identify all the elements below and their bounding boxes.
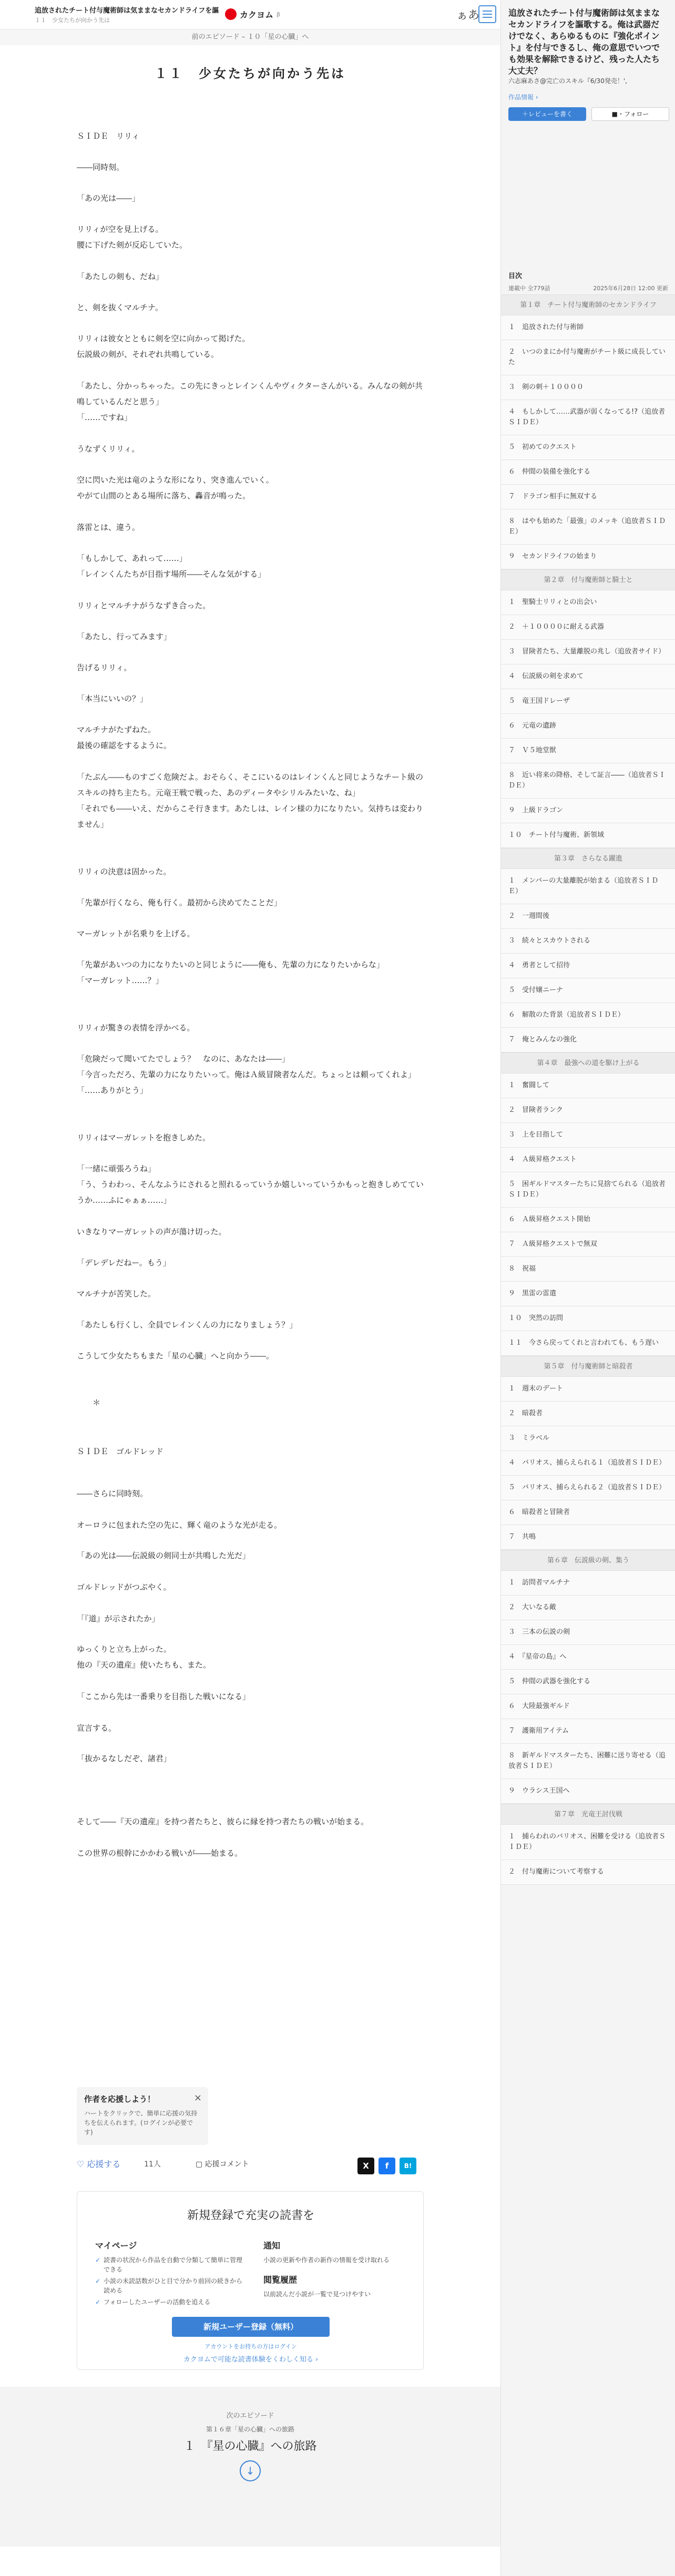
follow-button[interactable]: ■・フォロー (591, 107, 669, 121)
share-hatena-icon[interactable]: B! (400, 2158, 416, 2174)
toc-episode-link[interactable]: ２ 一週間後 (501, 904, 675, 929)
sidebar-work-title[interactable]: 追放されたチート付与魔術師は気ままなセカンドライフを謳歌する。俺は武器だけでなく、あらゆるものに『強化ポイント』を付与できるし、俺の意思でいつでも効果を解除できるけど、残った人たち大丈夫？ (508, 8, 660, 76)
toc-chapter-heading: 第５章 付与魔術師と暗殺者 (501, 1356, 675, 1377)
toc-episode-link[interactable]: ４ バリオス、捕らえられる１（追放者ＳＩＤＥ） (501, 1451, 675, 1476)
toc-episode-link[interactable]: ６ Ａ級昇格クエスト開始 (501, 1208, 675, 1232)
register-panel (77, 2191, 424, 2370)
body-paragraph: ――同時刻。 (77, 162, 125, 172)
body-paragraph: リリィの決意は固かった。 (77, 867, 171, 876)
toc-chapter-heading: 第７章 光竜王討伐戦 (501, 1804, 675, 1825)
mypage-item: ✓ 読書の状況から作品を自動で分類して簡単に管理できる (95, 2256, 243, 2273)
toc-heading: 目次 (508, 272, 523, 280)
check-icon: ✓ (95, 2256, 101, 2264)
body-paragraph: 「先輩が行くなら、俺も行く。最初から決めてたことだ」 (77, 898, 282, 907)
body-paragraph: 「デレデレだねー。もう」 (77, 1258, 171, 1267)
notify-desc: 小説の更新や作者の新作の情報を受け取れる (263, 2256, 390, 2264)
toc-episode-link[interactable]: ７ 護衛用アイテム (501, 1719, 675, 1744)
body-paragraph: 告げるリリィ。 (77, 663, 132, 672)
toc-episode-link[interactable]: ２ 大いなる敵 (501, 1596, 675, 1620)
menu-line-icon (483, 17, 492, 18)
toc-updated: 2025年6月28日 12:00 更新 (593, 285, 668, 292)
toc-episode-link[interactable]: ５ 仲間の武器を強化する (501, 1670, 675, 1694)
notify-column (263, 2239, 416, 2307)
toc-episode-link[interactable]: １０ 突然の訪問 (501, 1306, 675, 1331)
toc-episode-link[interactable]: ４ もしかして……武器が弱くなってる!?（追放者ＳＩＤＥ） (501, 400, 675, 435)
toc-episode-link[interactable]: ３ 続々とスカウトされる (501, 929, 675, 954)
body-paragraph: 「あたし、分かっちゃった。この先にきっとレインくんやヴィクターさんがいる。みんなの剣が共鳴しているんだと思う」 「……ですね」 (77, 381, 423, 422)
body-paragraph: リリィは彼女とともに剣を空に向かって掲げた。 伝説級の剣が、それぞれ共鳴している。 (77, 334, 250, 359)
toc-episode-link[interactable]: １１ 今さら戻ってくれと言われても、もう遅い (501, 1331, 675, 1356)
toc-chapter-heading: 第６章 伝説級の剣、集う (501, 1550, 675, 1571)
toc-episode-link[interactable]: ３ ミラベル (501, 1426, 675, 1451)
mypage-item: ✓ 小説の未読話数がひと目で分かり前回の続きから読める (95, 2277, 243, 2294)
toc-episode-link[interactable]: ８ はやも始めた「最強」のメッキ（追放者ＳＩＤＥ） (501, 509, 675, 545)
arrow-down-icon[interactable]: ↓ (240, 2460, 261, 2481)
toc-episode-link[interactable]: ２ いつのまにか付与魔術がチート級に成長していた (501, 340, 675, 375)
toc-episode-link[interactable]: ６ 元竜の遺跡 (501, 714, 675, 739)
toc-episode-link[interactable]: ７ ドラゴン相手に無双する (501, 485, 675, 509)
body-paragraph: ＳＩＤＥ リリィ (77, 131, 140, 141)
body-paragraph: 「『道』が示されたか」 (77, 1614, 160, 1623)
toc-episode-link[interactable]: ４ Ａ級昇格クエスト (501, 1148, 675, 1172)
toc-episode-link[interactable]: ７ 俺とみんなの強化 (501, 1028, 675, 1052)
body-paragraph: 空に閃いた光は竜のような形になり、突き進んでいく。 やがて山間のとある場所に落ち、轟音が鳴った。 (77, 475, 274, 500)
cheer-count[interactable]: 11人 (144, 2160, 161, 2169)
body-paragraph: リリィとマルチナがうなずき合った。 (77, 601, 211, 610)
toc-episode-link[interactable]: １ 奮闘して (501, 1074, 675, 1098)
toc-episode-link[interactable]: １０ チート付与魔術、新領域 (501, 823, 675, 848)
toc-episode-link[interactable]: ９ 上級ドラゴン (501, 799, 675, 823)
register-button[interactable]: 新規ユーザー登録（無料） (172, 2317, 330, 2337)
body-paragraph: ゆっくりと立ち上がった。 他の『天の遺産』使いたちも、また。 (77, 1644, 211, 1670)
body-paragraph: 「先輩があいつの力になりたいのと同じように――俺も、先輩の力になりたいからな」 「マーガレット……？」 (77, 960, 385, 985)
sidebar (500, 0, 675, 2576)
toc-episode-link[interactable]: ８ 近い将来の降格、そして証言――（追放者ＳＩＤＥ） (501, 763, 675, 799)
learn-more-link[interactable]: カクヨムで可能な読書体験をくわしく知る › (183, 2356, 319, 2364)
close-icon[interactable]: × (193, 2092, 202, 2103)
previous-episode-link[interactable]: 前のエピソード – １０「星の心臓」へ (0, 29, 500, 45)
mypage-column (95, 2239, 248, 2309)
toc-episode-link[interactable]: ７ Ａ級昇格クエストで無双 (501, 1232, 675, 1257)
toc-info (508, 284, 668, 292)
toc-episode-link[interactable]: ３ 三本の伝説の剣 (501, 1620, 675, 1645)
body-paragraph: 「もしかして、あれって……」 「レインくんたちが目指す場所――そんな気がする」 (77, 554, 266, 579)
body-paragraph: マーガレットが名乗りを上げる。 (77, 929, 195, 938)
body-paragraph: 「あたしも行くし、全員でレインくんの力になりましょう？」 (77, 1320, 298, 1330)
toc-episode-link[interactable]: １ 捕らわれのバリオス、困難を受ける（追放者ＳＩＤＥ） (501, 1825, 675, 1860)
body-paragraph: リリィが驚きの表情を浮かべる。 (77, 1023, 195, 1033)
toc-episode-link[interactable]: ２ 付与魔術について考察する (501, 1860, 675, 1885)
toc-episode-link[interactable]: ５ 困ギルドマスターたちに見捨てられる（追放者ＳＩＤＥ） (501, 1172, 675, 1208)
comment-button[interactable]: ▢ 応援コメント (196, 2160, 249, 2169)
check-icon: ✓ (95, 2298, 101, 2306)
toc-episode-link[interactable]: ３ 冒険者たち、大量離脱の兆し（追放者サイド） (501, 640, 675, 665)
body-paragraph: 落雷とは、違う。 (77, 523, 140, 532)
body-paragraph: 「ここから先は一番乗りを目指した戦いになる」 (77, 1692, 251, 1701)
top-bar (0, 0, 500, 29)
body-paragraph: ゴルドレッドがつぶやく。 (77, 1582, 171, 1592)
body-paragraph: うなずくリリィ。 (77, 444, 140, 454)
toc-episode-link[interactable]: ７ Ｖ５地堂獣 (501, 739, 675, 763)
toc-episode-link[interactable]: ６ 解散のた背景（追放者ＳＩＤＥ） (501, 1003, 675, 1028)
toc-episode-link[interactable]: １ 聖騎士リリィとの出会い (501, 590, 675, 615)
support-popup-desc: ハートをクリックで、簡単に応援の気持ちを伝えられます。(ログインが必要です) (84, 2110, 198, 2136)
share-x-icon[interactable]: X (357, 2158, 374, 2174)
toc-episode-link[interactable]: ９ セカンドライフの始まり (501, 545, 675, 569)
logo-circle-icon (225, 8, 237, 20)
toc-menu-button[interactable] (478, 5, 496, 23)
logo-text: カクヨム (240, 9, 274, 20)
font-size-button[interactable]: ぁあ (456, 9, 480, 22)
body-paragraph: ――さらに同時刻。 (77, 1489, 148, 1498)
toc-chapter-heading: 第４章 最強への道を駆け上がる (501, 1052, 675, 1074)
cheer-button[interactable]: ♡ 応援する (77, 2159, 121, 2169)
history-heading: 閲覧履歴 (263, 2275, 298, 2285)
toc-episode-link[interactable]: ５ 受付嬢ニーナ (501, 978, 675, 1003)
body-paragraph: 「一緒に頑張ろうね」 「う、うわわっ、そんなふうにされると照れるっていうか嬉しいっていうかもっと抱きしめてていうか……ふにゃぁぁ……」 (77, 1164, 424, 1205)
toc-episode-link[interactable]: ６ 暗殺者と冒険者 (501, 1500, 675, 1525)
body-paragraph: ＳＩＤＥ ゴルドレッド (77, 1447, 163, 1456)
toc-episode-link[interactable]: ７ 共鳴 (501, 1525, 675, 1550)
toc-episode-link[interactable]: ３ 上を目指して (501, 1123, 675, 1148)
toc-episode-link[interactable]: ８ 祝福 (501, 1257, 675, 1282)
toc-episode-link[interactable]: １ 追放された付与術師 (501, 315, 675, 340)
toc-episode-link[interactable]: ８ 新ギルドマスターたち、困難に送り寄せる（追放者ＳＩＤＥ） (501, 1744, 675, 1779)
next-episode-panel[interactable] (0, 2387, 500, 2547)
sidebar-author[interactable]: 六志麻あさ@完亡のスキル『6/30発売！', (508, 77, 627, 85)
work-info-link[interactable]: 作品情報 › (508, 94, 538, 101)
toc-episode-link[interactable]: ４ 勇者として招待 (501, 954, 675, 978)
login-link[interactable]: アカウントをお持ちの方はログイン (204, 2343, 297, 2350)
support-popup-title: 作者を応援しよう！ (84, 2094, 156, 2104)
body-paragraph: 「たぶん――ものすごく危険だよ。おそらく、そこにいるのはレインくんと同じようなチート級のスキルの持ち主たち。元竜王戦で戦った、あのディータやシリルみたいな、ね」 「それでも――いえ、だからこそ行きます。あたしは、レイン様の力になりたい。気持ちは変わりません」 (77, 772, 423, 829)
toc-count: 連載中 全779話 (508, 285, 550, 292)
toc-episode-link[interactable]: ９ ウラシス王国へ (501, 1779, 675, 1804)
work-title-link[interactable]: 追放されたチート付与魔術師は気ままなセカンドライフを謳 (35, 7, 219, 15)
toc-episode-link[interactable]: ５ 初めてのクエスト (501, 435, 675, 460)
share-facebook-icon[interactable]: f (379, 2158, 395, 2174)
body-paragraph: マルチナがたずねた。 最後の確認をするように。 (77, 725, 172, 750)
support-row (77, 2158, 424, 2173)
toc-episode-link[interactable]: ６ 仲間の装備を強化する (501, 460, 675, 485)
kakuyomu-logo[interactable] (225, 7, 280, 21)
body-paragraph: 「あたしの剣も、だね」 (77, 272, 164, 281)
body-paragraph: 「あの光は――」 (77, 193, 140, 203)
toc-episode-link[interactable]: ２ 冒険者ランク (501, 1098, 675, 1123)
toc-episode-link[interactable]: ５ バリオス、捕らえられる２（追放者ＳＩＤＥ） (501, 1476, 675, 1500)
episode-title: １１ 少女たちが向かう先は (155, 66, 346, 81)
menu-line-icon (483, 14, 492, 15)
review-button[interactable]: ＋レビューを書く (508, 107, 586, 121)
toc-episode-link[interactable]: ４ 伝説級の剣を求めて (501, 665, 675, 689)
body-paragraph: と、剣を抜くマルチナ。 (77, 303, 163, 312)
toc-episode-link[interactable]: １ 週末のデート (501, 1377, 675, 1402)
mypage-item: ✓ フォローしたユーザーの活動を追える (95, 2298, 211, 2306)
body-paragraph: こうして少女たちもまた「星の心臓」へと向かう――。 (77, 1351, 274, 1361)
body-paragraph: いきなりマーガレットの声が蕩け切った。 (77, 1227, 227, 1236)
check-icon: ✓ (95, 2277, 101, 2285)
notify-heading: 通知 (263, 2241, 281, 2251)
logo-beta-mark: β (277, 11, 281, 18)
toc-episode-link[interactable]: ２ ＋１００００に耐える武器 (501, 615, 675, 640)
toc-episode-link[interactable]: １ メンバーの大量離脱が始まる（追放者ＳＩＤＥ） (501, 869, 675, 904)
toc-chapter-heading: 第１章 チート付与魔術師のセカンドライフ (501, 294, 675, 315)
body-paragraph: 「あの光は――伝説級の剣同士が共鳴した光だ」 (77, 1551, 251, 1560)
menu-line-icon (483, 11, 492, 12)
toc-episode-link[interactable]: ５ 竜王国ドレーザ (501, 689, 675, 714)
toc-episode-link[interactable]: １ 訪問者マルチナ (501, 1571, 675, 1596)
support-popup (77, 2087, 208, 2145)
toc-episode-link[interactable]: ３ 剣の刺＋１００００ (501, 375, 675, 400)
body-paragraph: オーロラに包まれた空の先に、輝く竜のような光が走る。 (77, 1520, 282, 1530)
body-paragraph: リリィが空を見上げる。 腰に下げた剣が反応していた。 (77, 224, 188, 250)
next-episode-title[interactable]: １ 『星の心臓』への旅路 (183, 2440, 317, 2453)
body-paragraph: この世界の根幹にかかわる戦いが――始まる。 (77, 1848, 243, 1858)
register-title: 新規登録で充実の読書を (187, 2209, 314, 2222)
next-episode-label: 次のエピソード (226, 2412, 274, 2420)
body-paragraph: 「本当にいいの？」 (77, 694, 148, 703)
body-paragraph: 「あたし、行ってみます」 (77, 632, 172, 641)
body-paragraph: リリィはマーガレットを抱きしめた。 (77, 1133, 210, 1142)
toc-list (501, 294, 675, 1885)
toc-episode-link[interactable]: ９ 黒雷の雷遣 (501, 1282, 675, 1306)
toc-episode-link[interactable]: ６ 大陸最強ギルド (501, 1694, 675, 1719)
history-desc: 以前読んだ小説が一覧で見つけやすい (263, 2291, 371, 2298)
toc-chapter-heading: 第２章 付与魔術師と騎士と (501, 569, 675, 590)
next-episode-chapter: 第１６章「星の心臓」への旅路 (206, 2426, 294, 2433)
body-paragraph: そして――『天の遺産』を持つ者たちと、彼らに縁を持つ者たちの戦いが始まる。 (77, 1817, 369, 1826)
toc-episode-link[interactable]: ２ 暗殺者 (501, 1402, 675, 1426)
body-paragraph: マルチナが苦笑した。 (77, 1289, 156, 1299)
mypage-heading: マイページ (95, 2241, 137, 2251)
episode-subtitle: １１ 少女たちが向かう先は (35, 17, 110, 24)
body-paragraph: 「危険だって聞いてたでしょう？ なのに、あなたは――」 「今言っただろ、先輩の力になりたいって。俺はＡ級冒険者なんだ。ちょっとは頼ってくれよ」 「……ありがとう」 (77, 1054, 416, 1095)
body-paragraph: 「抜かるなしだぞ、諸君」 (77, 1754, 171, 1763)
body-paragraph: 宣言する。 (77, 1723, 117, 1733)
toc-episode-link[interactable]: ４ 『星帝の島』へ (501, 1645, 675, 1670)
toc-chapter-heading: 第３章 さらなる躍進 (501, 848, 675, 869)
body-paragraph: ＊ (77, 1398, 101, 1407)
